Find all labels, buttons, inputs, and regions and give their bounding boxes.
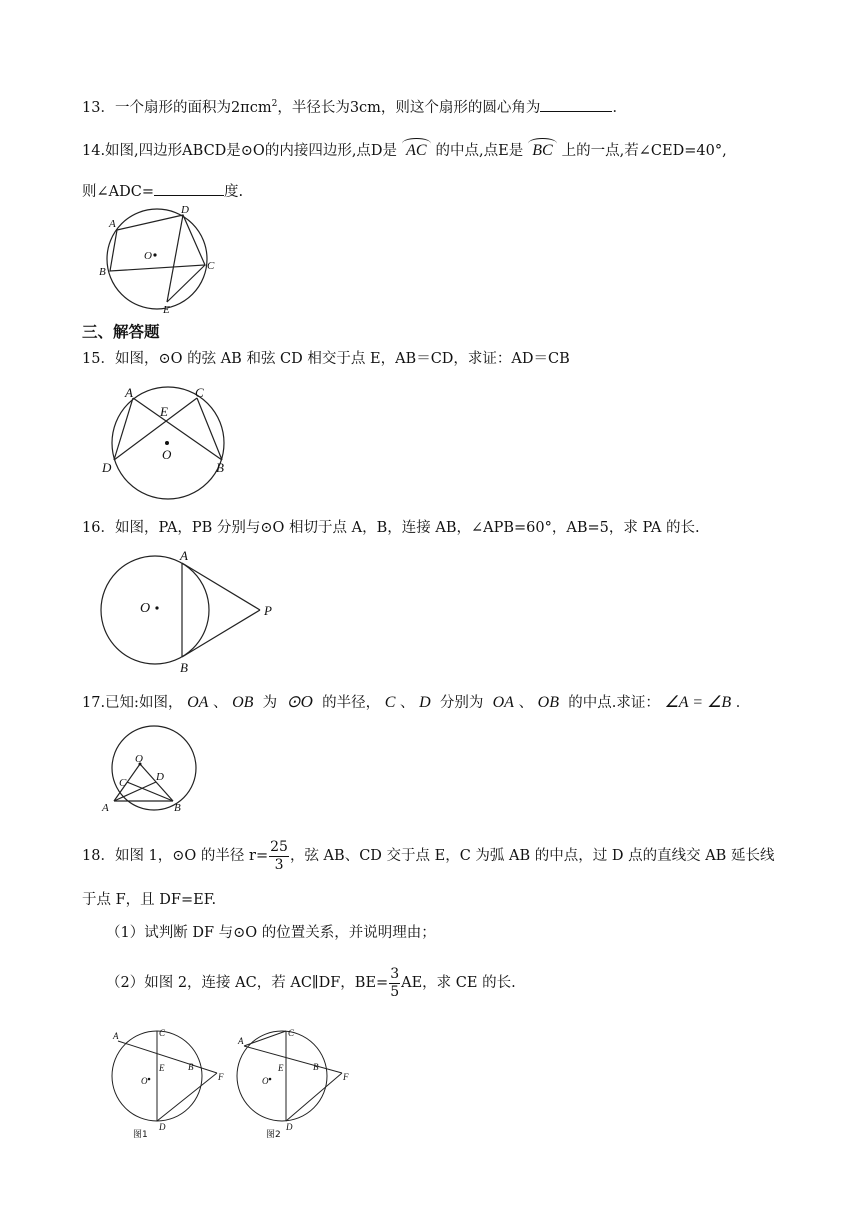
q18-fig1-label-e: E xyxy=(159,1063,165,1073)
q18-fig2-label-d: D xyxy=(286,1122,293,1132)
q15-label-a: A xyxy=(125,385,133,400)
question-15: 15．如图，⊙O 的弦 AB 和弦 CD 相交于点 E，AB＝CD，求证：AD＝CB xyxy=(82,351,570,367)
q18-fig1-label-f: F xyxy=(218,1072,224,1082)
q13-suffix: ． xyxy=(612,99,627,116)
q14-arc-ac: AC xyxy=(403,141,429,161)
q14-figure xyxy=(95,205,225,315)
q17-oa2: OA xyxy=(492,694,514,711)
q17-d: D xyxy=(419,694,431,711)
q14-label-d: D xyxy=(181,204,189,216)
q17-p3: 的半径， xyxy=(322,695,381,711)
question-16: 16．如图，PA，PB 分别与⊙O 相切于点 A，B，连接 AB，∠APB=60°，AB=5，求 PA 的长. xyxy=(82,520,700,536)
q18-radius-numerator: 25 xyxy=(270,838,288,855)
q18-fig2-label-b: B xyxy=(313,1062,319,1072)
q18-fig2-caption: 图2 xyxy=(266,1130,281,1140)
question-14-line2 xyxy=(82,181,243,202)
q18-figure-1 xyxy=(105,1026,235,1140)
q17-p5: 的中点.求证： xyxy=(568,695,660,711)
question-18 xyxy=(82,833,774,879)
q18-line1-a: 18．如图 1，⊙O 的半径 r= xyxy=(82,848,269,864)
question-18-sub1: （1）试判断 DF 与⊙O 的位置关系，并说明理由； xyxy=(106,925,436,941)
q18-radius-fraction xyxy=(269,839,289,874)
q18-sub2-b: AE，求 CE 的长. xyxy=(401,975,516,991)
q14-arc-bc: BC xyxy=(529,141,555,161)
q15-label-b: B xyxy=(216,460,224,475)
q14-label-c: C xyxy=(207,260,215,272)
q14-label-o: O xyxy=(144,250,152,262)
q17-p2: 为 xyxy=(262,695,278,711)
q17-equation: ∠A = ∠B xyxy=(664,694,732,711)
q17-end: ． xyxy=(735,695,751,711)
q17-sep3: 、 xyxy=(518,695,534,711)
q17-sep1: 、 xyxy=(213,695,228,711)
q17-sep2: 、 xyxy=(400,695,415,711)
q18-line1-b: ，弦 AB、CD 交于点 E，C 为弧 AB 的中点，过 D 点的直线交 AB 延长线 xyxy=(289,848,775,864)
q14-part2: 的中点,点E是 xyxy=(435,143,524,159)
q16-label-p: P xyxy=(264,603,272,618)
q15-label-o: O xyxy=(162,447,172,462)
q18-fig2-label-c: C xyxy=(288,1028,295,1038)
q14-label-a: A xyxy=(109,218,116,230)
q18-figure-2 xyxy=(230,1026,360,1140)
q13-prefix: 13．一个扇形的面积为 xyxy=(82,99,231,116)
q15-figure xyxy=(100,383,240,501)
q13-middle: ，半径长为3cm，则这个扇形的圆心角为 xyxy=(277,99,541,116)
question-17 xyxy=(82,692,750,713)
q16-label-a: A xyxy=(180,548,188,563)
question-18-line2: 于点 F，且 DF=EF. xyxy=(82,892,217,908)
q16-label-b: B xyxy=(180,660,188,675)
q18-ratio-numerator: 3 xyxy=(390,965,400,982)
q18-fig1-label-d: D xyxy=(159,1122,166,1132)
q13-answer-blank[interactable] xyxy=(540,97,612,112)
q14-line2-prefix: 则∠ADC= xyxy=(82,184,154,200)
q15-label-e: E xyxy=(160,404,168,419)
q18-sub2-a: （2）如图 2，连接 AC，若 AC∥DF，BE= xyxy=(106,975,389,991)
q18-fig1-label-a: A xyxy=(113,1031,119,1041)
q17-p4: 分别为 xyxy=(439,695,484,711)
q18-fig1-label-o: O xyxy=(141,1076,148,1086)
q18-fig1-caption: 图1 xyxy=(133,1130,148,1140)
q15-label-c: C xyxy=(195,385,204,400)
q17-oa: OA xyxy=(187,694,209,711)
q17-c: C xyxy=(384,694,396,711)
q14-part3: 上的一点,若∠CED=40°, xyxy=(561,143,727,159)
q17-circle-o: ⊙O xyxy=(286,692,313,711)
q18-ratio-fraction xyxy=(389,966,400,1001)
question-13 xyxy=(82,94,627,118)
q14-label-e: E xyxy=(163,304,170,316)
q18-fig2-label-a: A xyxy=(238,1036,244,1046)
q18-ratio-denominator: 5 xyxy=(390,983,400,1000)
q17-label-c: C xyxy=(119,777,127,789)
q14-line2-suffix: 度. xyxy=(224,184,244,200)
q15-label-d: D xyxy=(102,460,112,475)
q13-area: 2πcm xyxy=(230,99,272,116)
q14-answer-blank[interactable] xyxy=(154,181,224,196)
q17-label-a: A xyxy=(102,802,109,814)
question-18-sub2 xyxy=(106,960,516,1006)
q17-ob: OB xyxy=(232,694,254,711)
q17-label-o: O xyxy=(135,753,143,765)
section-heading: 三、解答题 xyxy=(82,323,160,341)
q17-figure xyxy=(98,724,214,812)
q14-part1: 14.如图,四边形ABCD是⊙O的内接四边形,点D是 xyxy=(82,143,398,159)
q18-fig2-label-e: E xyxy=(278,1063,284,1073)
q14-label-b: B xyxy=(99,266,106,278)
q18-fig2-label-o: O xyxy=(262,1076,269,1086)
q18-fig1-label-c: C xyxy=(159,1028,166,1038)
question-14 xyxy=(82,141,727,161)
q16-figure xyxy=(100,548,280,674)
q18-radius-denominator: 3 xyxy=(274,856,284,873)
q16-label-o: O xyxy=(140,601,151,616)
q17-label-b: B xyxy=(174,802,181,814)
q17-label-d: D xyxy=(156,771,164,783)
q17-p1: 17.已知:如图， xyxy=(82,695,183,711)
q18-fig2-label-f: F xyxy=(343,1072,349,1082)
q17-ob2: OB xyxy=(537,694,559,711)
q13-area-exponent: 2 xyxy=(271,99,278,109)
q18-fig1-label-b: B xyxy=(188,1062,194,1072)
